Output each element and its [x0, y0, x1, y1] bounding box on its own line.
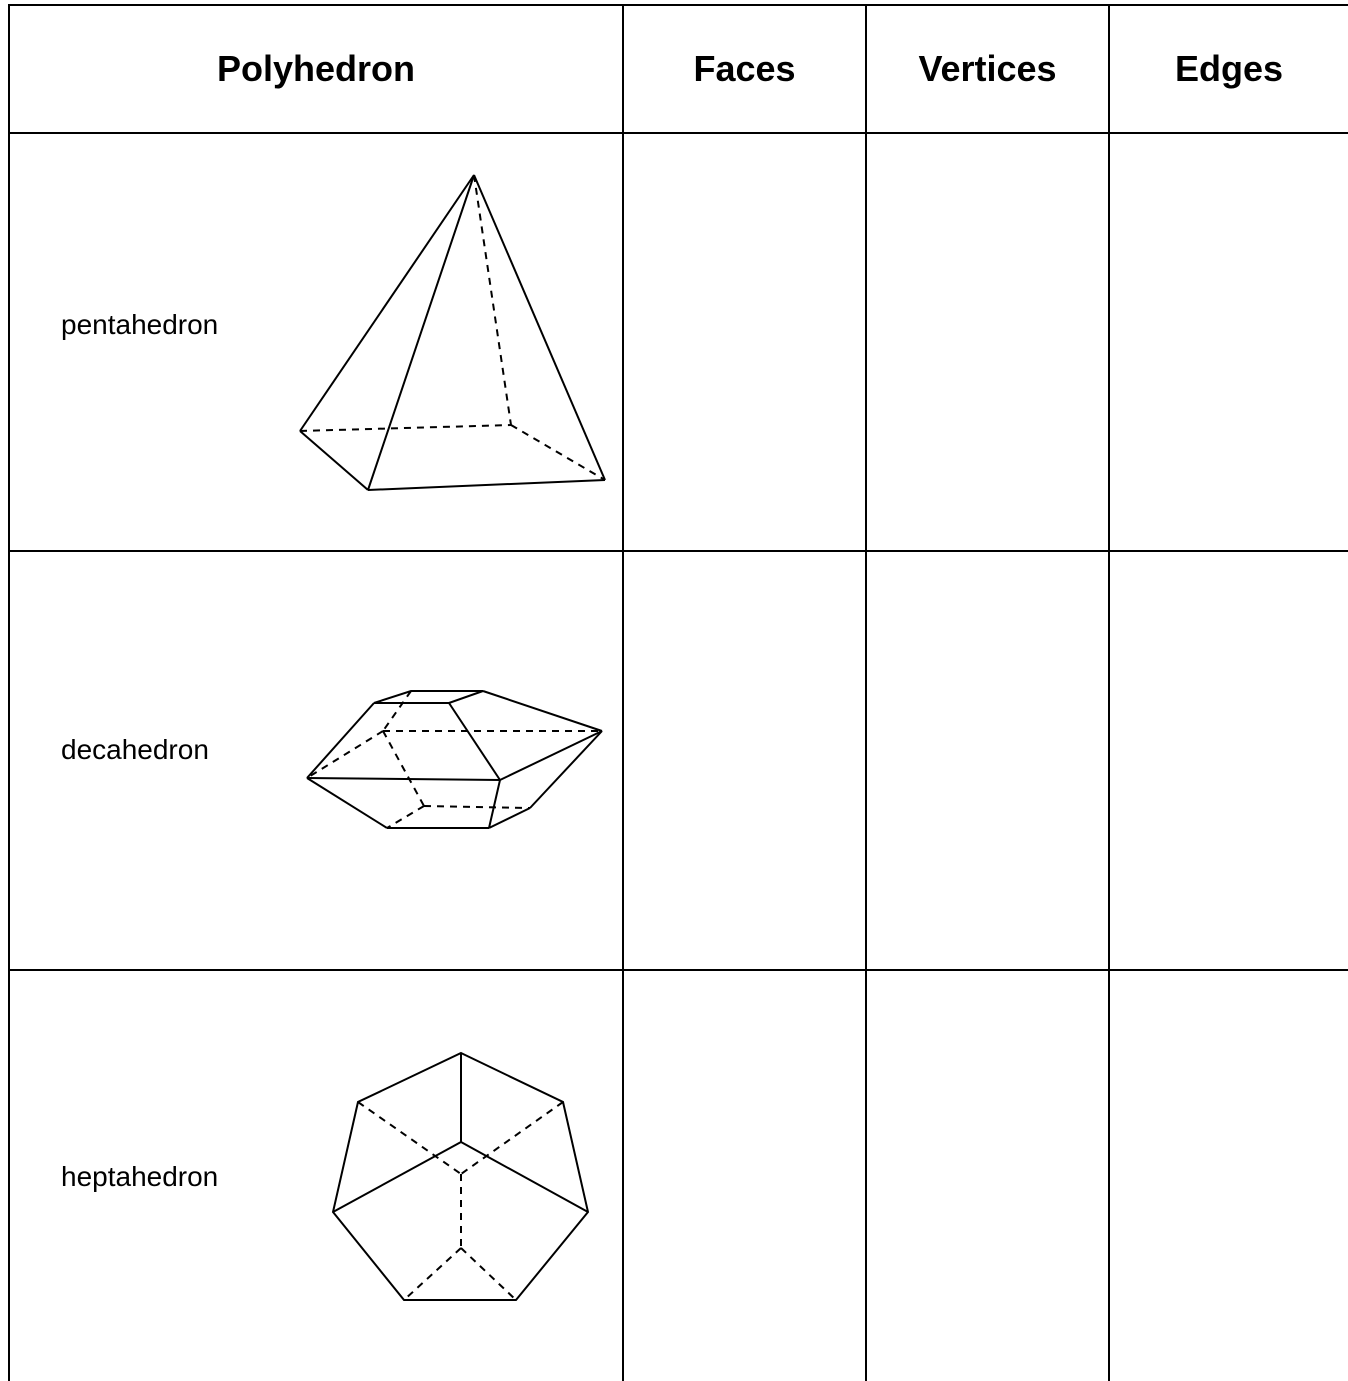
decahedron-faces-cell[interactable]: [624, 552, 865, 969]
heptahedron-figure: [0, 0, 622, 1381]
row-label-decahedron: decahedron: [61, 734, 209, 765]
header-faces: Faces: [693, 48, 796, 89]
header-edges: Edges: [1174, 48, 1284, 89]
heptahedron-faces-cell[interactable]: [624, 971, 865, 1381]
header-vertices: Vertices: [918, 48, 1057, 89]
pentahedron-faces-cell[interactable]: [624, 134, 865, 550]
heptahedron-edges-cell[interactable]: [1110, 971, 1348, 1381]
heptahedron-vertices-cell[interactable]: [867, 971, 1108, 1381]
decahedron-edges-cell[interactable]: [1110, 552, 1348, 969]
pentahedron-edges-cell[interactable]: [1110, 134, 1348, 550]
header-polyhedron: Polyhedron: [216, 48, 416, 89]
decahedron-vertices-cell[interactable]: [867, 552, 1108, 969]
pentahedron-vertices-cell[interactable]: [867, 134, 1108, 550]
row-label-heptahedron: heptahedron: [61, 1161, 219, 1192]
row-label-pentahedron: pentahedron: [61, 309, 219, 340]
